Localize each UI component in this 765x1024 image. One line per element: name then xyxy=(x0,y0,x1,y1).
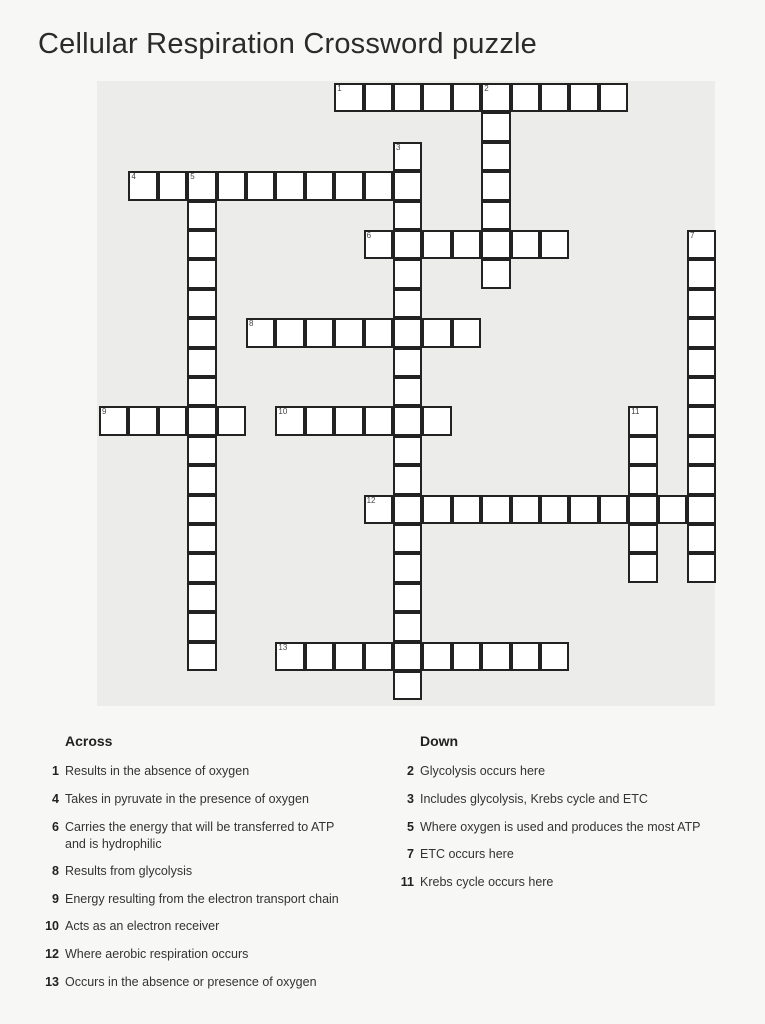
across-clue-item xyxy=(37,791,352,808)
clue-number-label: 4 xyxy=(131,172,136,182)
crossword-cell[interactable] xyxy=(481,142,510,171)
crossword-cell[interactable] xyxy=(187,612,216,641)
crossword-cell[interactable] xyxy=(481,201,510,230)
crossword-cell[interactable] xyxy=(334,642,363,671)
crossword-cell[interactable] xyxy=(481,112,510,141)
crossword-cell[interactable] xyxy=(422,495,451,524)
crossword-cell[interactable] xyxy=(511,495,540,524)
crossword-cell[interactable] xyxy=(187,348,216,377)
crossword-cell[interactable] xyxy=(393,83,422,112)
crossword-cell[interactable] xyxy=(687,406,716,435)
crossword-cell[interactable] xyxy=(393,406,422,435)
crossword-cell[interactable] xyxy=(393,289,422,318)
clue-number: 12 xyxy=(45,947,59,961)
crossword-cell[interactable] xyxy=(187,201,216,230)
clue-text: Takes in pyruvate in the presence of oxygen xyxy=(65,792,309,806)
crossword-cell[interactable] xyxy=(393,465,422,494)
crossword-cell[interactable] xyxy=(422,406,451,435)
crossword-cell[interactable] xyxy=(393,142,422,171)
crossword-cell[interactable] xyxy=(393,495,422,524)
crossword-cell[interactable] xyxy=(334,171,363,200)
crossword-cell[interactable] xyxy=(393,230,422,259)
crossword-cell[interactable] xyxy=(393,259,422,288)
across-clue-item xyxy=(37,763,352,780)
crossword-cell[interactable] xyxy=(687,436,716,465)
crossword-cell[interactable] xyxy=(481,171,510,200)
clue-number-label: 5 xyxy=(190,172,195,182)
crossword-cell[interactable] xyxy=(687,259,716,288)
clue-text: Carries the energy that will be transferred to ATP and is hydrophilic xyxy=(65,820,335,851)
crossword-cell[interactable] xyxy=(364,230,393,259)
crossword-cell[interactable] xyxy=(540,642,569,671)
crossword-cell[interactable] xyxy=(305,318,334,347)
clue-text: Results from glycolysis xyxy=(65,864,193,878)
crossword-cell[interactable] xyxy=(305,642,334,671)
clue-text: Occurs in the absence or presence of oxygen xyxy=(65,975,317,989)
crossword-cell[interactable] xyxy=(393,671,422,700)
clue-text: Where oxygen is used and produces the most ATP xyxy=(420,820,701,834)
crossword-cell[interactable] xyxy=(187,230,216,259)
down-clue-list xyxy=(392,763,722,891)
crossword-cell[interactable] xyxy=(628,465,657,494)
across-clue-item xyxy=(37,891,352,908)
crossword-cell[interactable] xyxy=(158,406,187,435)
clue-text: Includes glycolysis, Krebs cycle and ETC xyxy=(420,792,648,806)
crossword-cell[interactable] xyxy=(275,406,304,435)
crossword-cell[interactable] xyxy=(187,289,216,318)
crossword-cell[interactable] xyxy=(687,230,716,259)
crossword-cell[interactable] xyxy=(217,171,246,200)
crossword-cell[interactable] xyxy=(393,612,422,641)
crossword-cell[interactable] xyxy=(246,318,275,347)
crossword-cell[interactable] xyxy=(187,377,216,406)
crossword-cell[interactable] xyxy=(511,83,540,112)
clue-number: 10 xyxy=(45,919,59,933)
crossword-cell[interactable] xyxy=(364,642,393,671)
clue-number: 6 xyxy=(52,820,59,834)
page-title: Cellular Respiration Crossword puzzle xyxy=(38,28,537,60)
clue-number: 5 xyxy=(407,820,414,834)
crossword-cell[interactable] xyxy=(422,318,451,347)
crossword-cell[interactable] xyxy=(393,201,422,230)
crossword-cell[interactable] xyxy=(187,583,216,612)
crossword-cell[interactable] xyxy=(687,495,716,524)
crossword-cell[interactable] xyxy=(275,642,304,671)
crossword-cell[interactable] xyxy=(393,524,422,553)
clue-number-label: 13 xyxy=(278,642,288,652)
crossword-cell[interactable] xyxy=(628,495,657,524)
clue-number-label: 11 xyxy=(631,407,640,417)
clue-text: Krebs cycle occurs here xyxy=(420,875,554,889)
down-clue-item xyxy=(392,819,722,836)
crossword-cell[interactable] xyxy=(687,289,716,318)
clue-number: 13 xyxy=(45,975,59,989)
crossword-cell[interactable] xyxy=(687,318,716,347)
clue-number: 4 xyxy=(52,792,59,806)
crossword-cell[interactable] xyxy=(393,642,422,671)
clue-number-label: 1 xyxy=(337,84,342,93)
across-clue-item xyxy=(37,946,352,963)
crossword-cell[interactable] xyxy=(217,406,246,435)
down-clue-item xyxy=(392,846,722,863)
crossword-cell[interactable] xyxy=(275,171,304,200)
crossword-cell[interactable] xyxy=(305,406,334,435)
crossword-cell[interactable] xyxy=(599,495,628,524)
crossword-cell[interactable] xyxy=(364,406,393,435)
down-heading: Down xyxy=(420,733,459,749)
crossword-cell[interactable] xyxy=(687,524,716,553)
clue-number-label: 12 xyxy=(366,495,376,505)
crossword-cell[interactable] xyxy=(393,377,422,406)
crossword-cell[interactable] xyxy=(569,83,598,112)
crossword-cell[interactable] xyxy=(481,83,510,112)
clue-text: Where aerobic respiration occurs xyxy=(65,947,249,961)
crossword-cell[interactable] xyxy=(187,436,216,465)
down-clue-item xyxy=(392,763,722,780)
crossword-cell[interactable] xyxy=(452,642,481,671)
crossword-cell[interactable] xyxy=(511,642,540,671)
crossword-cell[interactable] xyxy=(187,259,216,288)
clue-number: 8 xyxy=(52,864,59,878)
clue-number: 3 xyxy=(407,792,414,806)
crossword-cell[interactable] xyxy=(305,171,334,200)
crossword-cell[interactable] xyxy=(393,171,422,200)
crossword-cell[interactable] xyxy=(187,465,216,494)
crossword-cell[interactable] xyxy=(393,583,422,612)
across-clue-item xyxy=(37,974,352,991)
crossword-cell[interactable] xyxy=(334,406,363,435)
crossword-cell[interactable] xyxy=(393,348,422,377)
crossword-cell[interactable] xyxy=(187,406,216,435)
across-clue-list xyxy=(37,763,352,991)
clue-text: Acts as an electron receiver xyxy=(65,919,220,933)
crossword-cell[interactable] xyxy=(187,318,216,347)
across-clue-item xyxy=(37,863,352,880)
clue-text: Energy resulting from the electron transport chain xyxy=(65,892,339,906)
crossword-cell[interactable] xyxy=(511,230,540,259)
clue-number: 7 xyxy=(407,847,414,861)
crossword-cell[interactable] xyxy=(540,230,569,259)
clue-number: 1 xyxy=(52,764,59,778)
crossword-cell[interactable] xyxy=(334,83,363,112)
crossword-cell[interactable] xyxy=(187,553,216,582)
crossword-cell[interactable] xyxy=(599,83,628,112)
crossword-cell[interactable] xyxy=(364,83,393,112)
clue-number-label: 7 xyxy=(690,231,695,240)
crossword-cell[interactable] xyxy=(481,259,510,288)
crossword-cell[interactable] xyxy=(540,83,569,112)
crossword-cell[interactable] xyxy=(393,436,422,465)
crossword-cell[interactable] xyxy=(334,318,363,347)
clue-number: 11 xyxy=(400,875,414,889)
crossword-cell[interactable] xyxy=(658,495,687,524)
clue-number-label: 8 xyxy=(249,319,254,329)
crossword-cell[interactable] xyxy=(452,318,481,347)
across-clue-item xyxy=(37,918,352,935)
crossword-cell[interactable] xyxy=(275,318,304,347)
clue-number-label: 10 xyxy=(278,407,288,417)
across-clue-item xyxy=(37,819,352,853)
crossword-cell[interactable] xyxy=(422,642,451,671)
crossword-cell[interactable] xyxy=(393,318,422,347)
crossword-cell[interactable] xyxy=(481,230,510,259)
crossword-cell[interactable] xyxy=(364,318,393,347)
clue-number: 9 xyxy=(52,892,59,906)
crossword-cell[interactable] xyxy=(540,495,569,524)
clue-number-label: 9 xyxy=(102,407,107,417)
crossword-cell[interactable] xyxy=(128,406,157,435)
crossword-cell[interactable] xyxy=(687,553,716,582)
crossword-cell[interactable] xyxy=(246,171,275,200)
crossword-cell[interactable] xyxy=(628,436,657,465)
clue-number: 2 xyxy=(407,764,414,778)
crossword-cell[interactable] xyxy=(481,642,510,671)
crossword-cell[interactable] xyxy=(364,495,393,524)
clue-number-label: 6 xyxy=(366,231,372,240)
crossword-cell[interactable] xyxy=(128,171,157,200)
crossword-cell[interactable] xyxy=(364,171,393,200)
crossword-cell[interactable] xyxy=(687,465,716,494)
across-heading: Across xyxy=(65,733,113,749)
clue-number-label: 3 xyxy=(396,142,401,152)
crossword-cell[interactable] xyxy=(187,171,216,200)
crossword-cell[interactable] xyxy=(187,524,216,553)
crossword-cell[interactable] xyxy=(687,377,716,406)
crossword-cell[interactable] xyxy=(687,348,716,377)
crossword-cell[interactable] xyxy=(422,83,451,112)
crossword-cell[interactable] xyxy=(481,495,510,524)
crossword-cell[interactable] xyxy=(452,495,481,524)
crossword-cell[interactable] xyxy=(569,495,598,524)
crossword-cell[interactable] xyxy=(452,83,481,112)
crossword-cell[interactable] xyxy=(628,524,657,553)
crossword-cell[interactable] xyxy=(99,406,128,435)
down-clue-item xyxy=(392,874,722,891)
clue-text: Glycolysis occurs here xyxy=(420,764,546,778)
crossword-cell[interactable] xyxy=(628,406,657,435)
clue-text: ETC occurs here xyxy=(420,847,514,861)
crossword-cell[interactable] xyxy=(158,171,187,200)
clue-number-label: 2 xyxy=(484,84,489,93)
crossword-cell[interactable] xyxy=(628,553,657,582)
crossword-cell[interactable] xyxy=(422,230,451,259)
crossword-cell[interactable] xyxy=(187,642,216,671)
clue-text: Results in the absence of oxygen xyxy=(65,764,250,778)
crossword-cell[interactable] xyxy=(452,230,481,259)
crossword-cell[interactable] xyxy=(393,553,422,582)
down-clue-item xyxy=(392,791,722,808)
crossword-cell[interactable] xyxy=(187,495,216,524)
